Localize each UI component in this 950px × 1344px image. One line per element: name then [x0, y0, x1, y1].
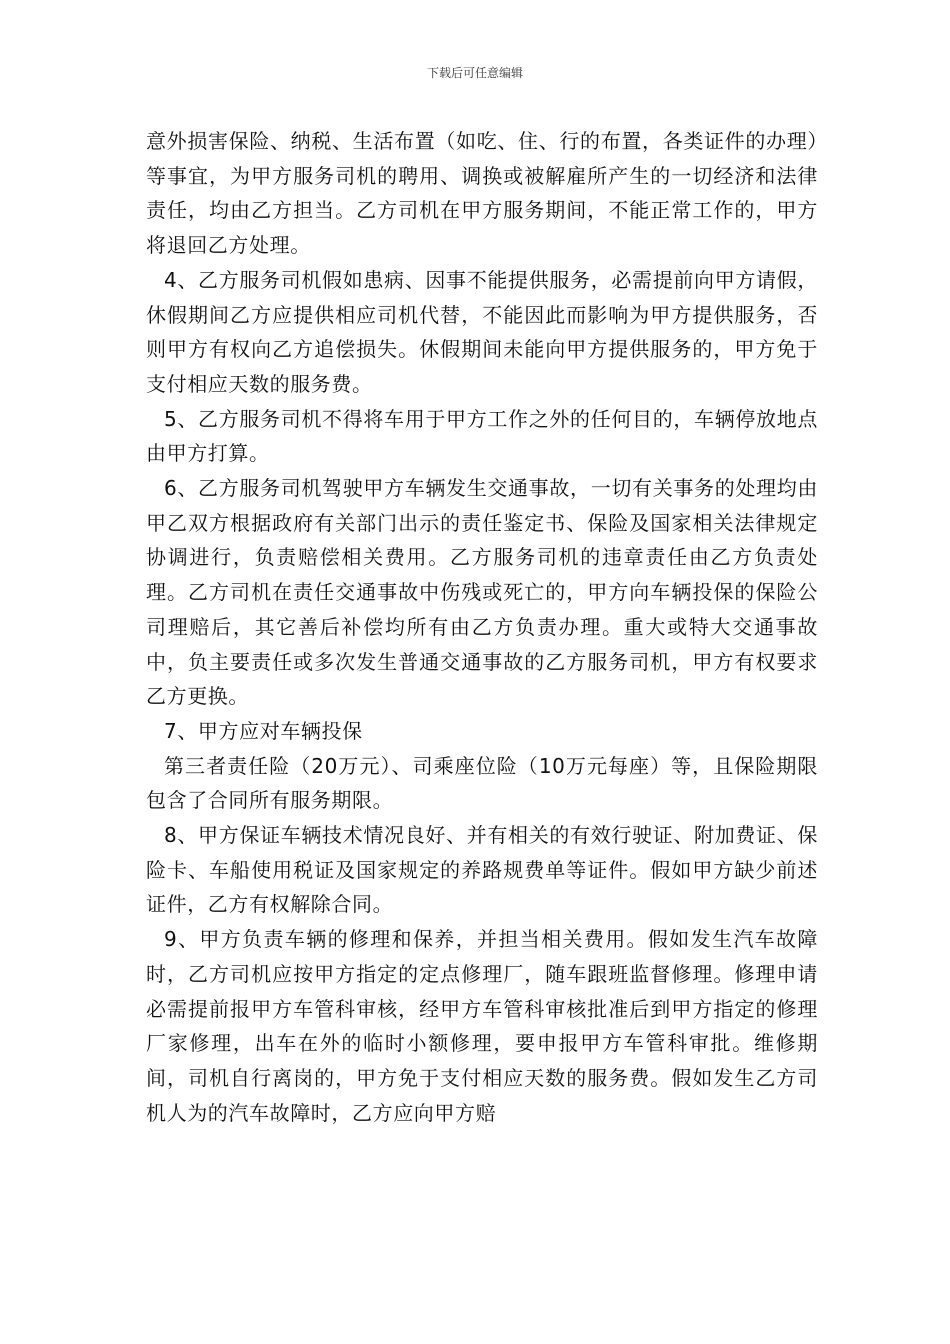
paragraph: 意外损害保险、纳税、生活布置（如吃、住、行的布置，各类证件的办理）等事宜，为甲方服务司机的聘用、调换或被解雇所产生的一切经济和法律责任，均由乙方担当。乙方司机在甲方服务期间，不能正常工作的，甲方将退回乙方处理。: [146, 129, 818, 258]
paragraph: 6、乙方服务司机驾驶甲方车辆发生交通事故，一切有关事务的处理均由甲乙双方根据政府有关部门出示的责任鉴定书、保险及国家相关法律规定协调进行，负责赔偿相关费用。乙方服务司机的违章责任由乙方负责处理。乙方司机在责任交通事故中伤残或死亡的，甲方向车辆投保的保险公司理赔后，其它善后补偿均所有由乙方负责办理。重大或特大交通事故中，负主要责任或多次发生普通交通事故的乙方服务司机，甲方有权要求乙方更换。: [146, 476, 818, 709]
paragraph: 第三者责任险（20万元）、司乘座位险（10万元每座）等，且保险期限包含了合同所有服务期限。: [146, 753, 818, 813]
page-header: 下载后可任意编辑: [426, 66, 523, 80]
paragraph: 4、乙方服务司机假如患病、因事不能提供服务，必需提前向甲方请假，休假期间乙方应提供相应司机代替，不能因此而影响为甲方提供服务，否则甲方有权向乙方追偿损失。休假期间未能向甲方提供服务的，甲方免于支付相应天数的服务费。: [146, 267, 818, 396]
document-body: [146, 124, 818, 1130]
paragraph: 8、甲方保证车辆技术情况良好、并有相关的有效行驶证、附加费证、保险卡、车船使用税证及国家规定的养路规费单等证件。假如甲方缺少前述证件，乙方有权解除合同。: [146, 823, 818, 917]
paragraph: 5、乙方服务司机不得将车用于甲方工作之外的任何目的，车辆停放地点由甲方打算。: [146, 406, 818, 466]
paragraph: 9、甲方负责车辆的修理和保养，并担当相关费用。假如发生汽车故障时，乙方司机应按甲方指定的定点修理厂，随车跟班监督修理。修理申请必需提前报甲方车管科审核，经甲方车管科审核批准后到甲方指定的修理厂家修理，出车在外的临时小额修理，要申报甲方车管科审批。维修期间，司机自行离岗的，甲方免于支付相应天数的服务费。假如发生乙方司机人为的汽车故障时，乙方应向甲方赔: [146, 927, 818, 1125]
paragraph: 7、甲方应对车辆投保: [164, 718, 363, 743]
